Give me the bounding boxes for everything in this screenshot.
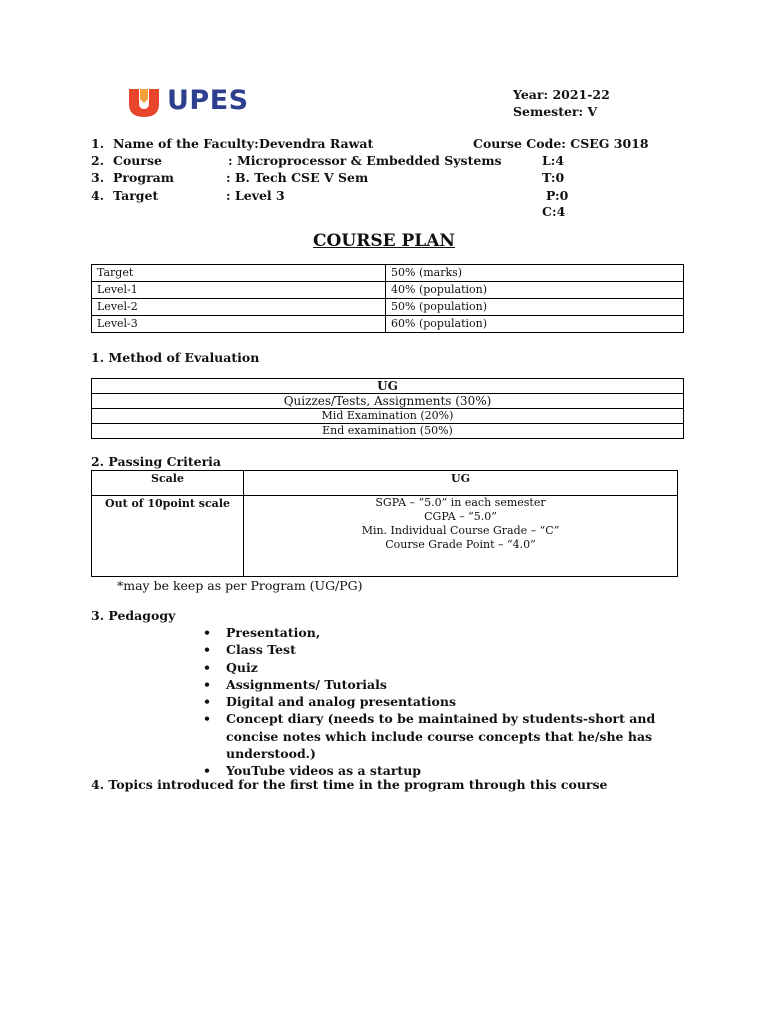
criteria-line: Min. Individual Course Grade – “C” <box>361 524 560 537</box>
table-header: UG <box>92 379 684 394</box>
info-value: Devendra Rawat <box>259 136 374 151</box>
table-cell: Quizzes/Tests, Assignments (30%) <box>92 394 684 409</box>
upes-logo-icon <box>127 85 161 119</box>
practical-hours: P:0 <box>546 188 569 203</box>
list-item: • Concept diary (needs to be maintained by students-short and concise notes which include course concepts that he/she has understood.) <box>200 710 680 762</box>
lecture-hours: L:4 <box>542 153 565 168</box>
list-item: • YouTube videos as a startup <box>200 762 680 779</box>
target-table <box>91 264 684 333</box>
info-value: : Microprocessor & Embedded Systems <box>228 153 502 168</box>
table-row <box>92 299 684 316</box>
list-item: • Presentation, <box>200 624 680 641</box>
table-cell: End examination (50%) <box>92 424 684 439</box>
course-code: Course Code: CSEG 3018 <box>473 136 649 151</box>
pedagogy-list <box>200 624 680 780</box>
table-row <box>92 409 684 424</box>
table-row <box>92 379 684 394</box>
tutorial-hours: T:0 <box>542 170 565 185</box>
list-item: • Class Test <box>200 641 680 658</box>
info-num: 4. <box>91 188 105 203</box>
page-title: COURSE PLAN <box>313 231 455 251</box>
info-value: : B. Tech CSE V Sem <box>226 170 369 185</box>
info-value: : Level 3 <box>226 188 285 203</box>
table-row <box>92 471 678 496</box>
table-cell: Target <box>92 265 386 282</box>
semester-label: Semester: V <box>513 104 598 119</box>
section-heading-pedagogy: 3. Pedagogy <box>91 608 176 623</box>
list-item: • Assignments/ Tutorials <box>200 676 680 693</box>
passing-criteria-table <box>91 470 678 577</box>
section-heading-evaluation: 1. Method of Evaluation <box>91 350 260 365</box>
info-label: Program <box>113 170 174 185</box>
criteria-line: SGPA – “5.0” in each semester <box>375 496 546 509</box>
table-row <box>92 282 684 299</box>
table-cell: Out of 10point scale <box>92 496 244 577</box>
table-cell: Level-1 <box>92 282 386 299</box>
table-row <box>92 424 684 439</box>
table-row <box>92 265 684 282</box>
table-cell: Mid Examination (20%) <box>92 409 684 424</box>
info-num: 2. <box>91 153 105 168</box>
evaluation-table <box>91 378 684 439</box>
table-row <box>92 496 678 577</box>
table-cell: Level-2 <box>92 299 386 316</box>
table-cell: Level-3 <box>92 316 386 333</box>
list-item: • Digital and analog presentations <box>200 693 680 710</box>
logo-text: UPES <box>167 85 249 116</box>
criteria-line: CGPA – “5.0” <box>424 510 497 523</box>
info-num: 1. <box>91 136 105 151</box>
section-heading-topics: 4. Topics introduced for the first time in the program through this course <box>91 777 608 792</box>
table-cell <box>244 496 678 577</box>
credits: C:4 <box>542 204 566 219</box>
criteria-line: Course Grade Point – “4.0” <box>385 538 536 551</box>
table-cell: 40% (population) <box>386 282 684 299</box>
info-label: Target <box>113 188 159 203</box>
table-row <box>92 394 684 409</box>
table-cell: 50% (marks) <box>386 265 684 282</box>
info-label: Course <box>113 153 162 168</box>
table-header: Scale <box>92 471 244 496</box>
info-label: Name of the Faculty: <box>113 136 259 151</box>
table-header: UG <box>244 471 678 496</box>
table-cell: 50% (population) <box>386 299 684 316</box>
table-cell: 60% (population) <box>386 316 684 333</box>
upes-logo <box>127 84 252 120</box>
table-row <box>92 316 684 333</box>
list-item: • Quiz <box>200 659 680 676</box>
section-heading-passing: 2. Passing Criteria <box>91 454 222 469</box>
program-note: *may be keep as per Program (UG/PG) <box>117 578 363 593</box>
info-num: 3. <box>91 170 105 185</box>
year-label: Year: 2021-22 <box>513 87 610 102</box>
